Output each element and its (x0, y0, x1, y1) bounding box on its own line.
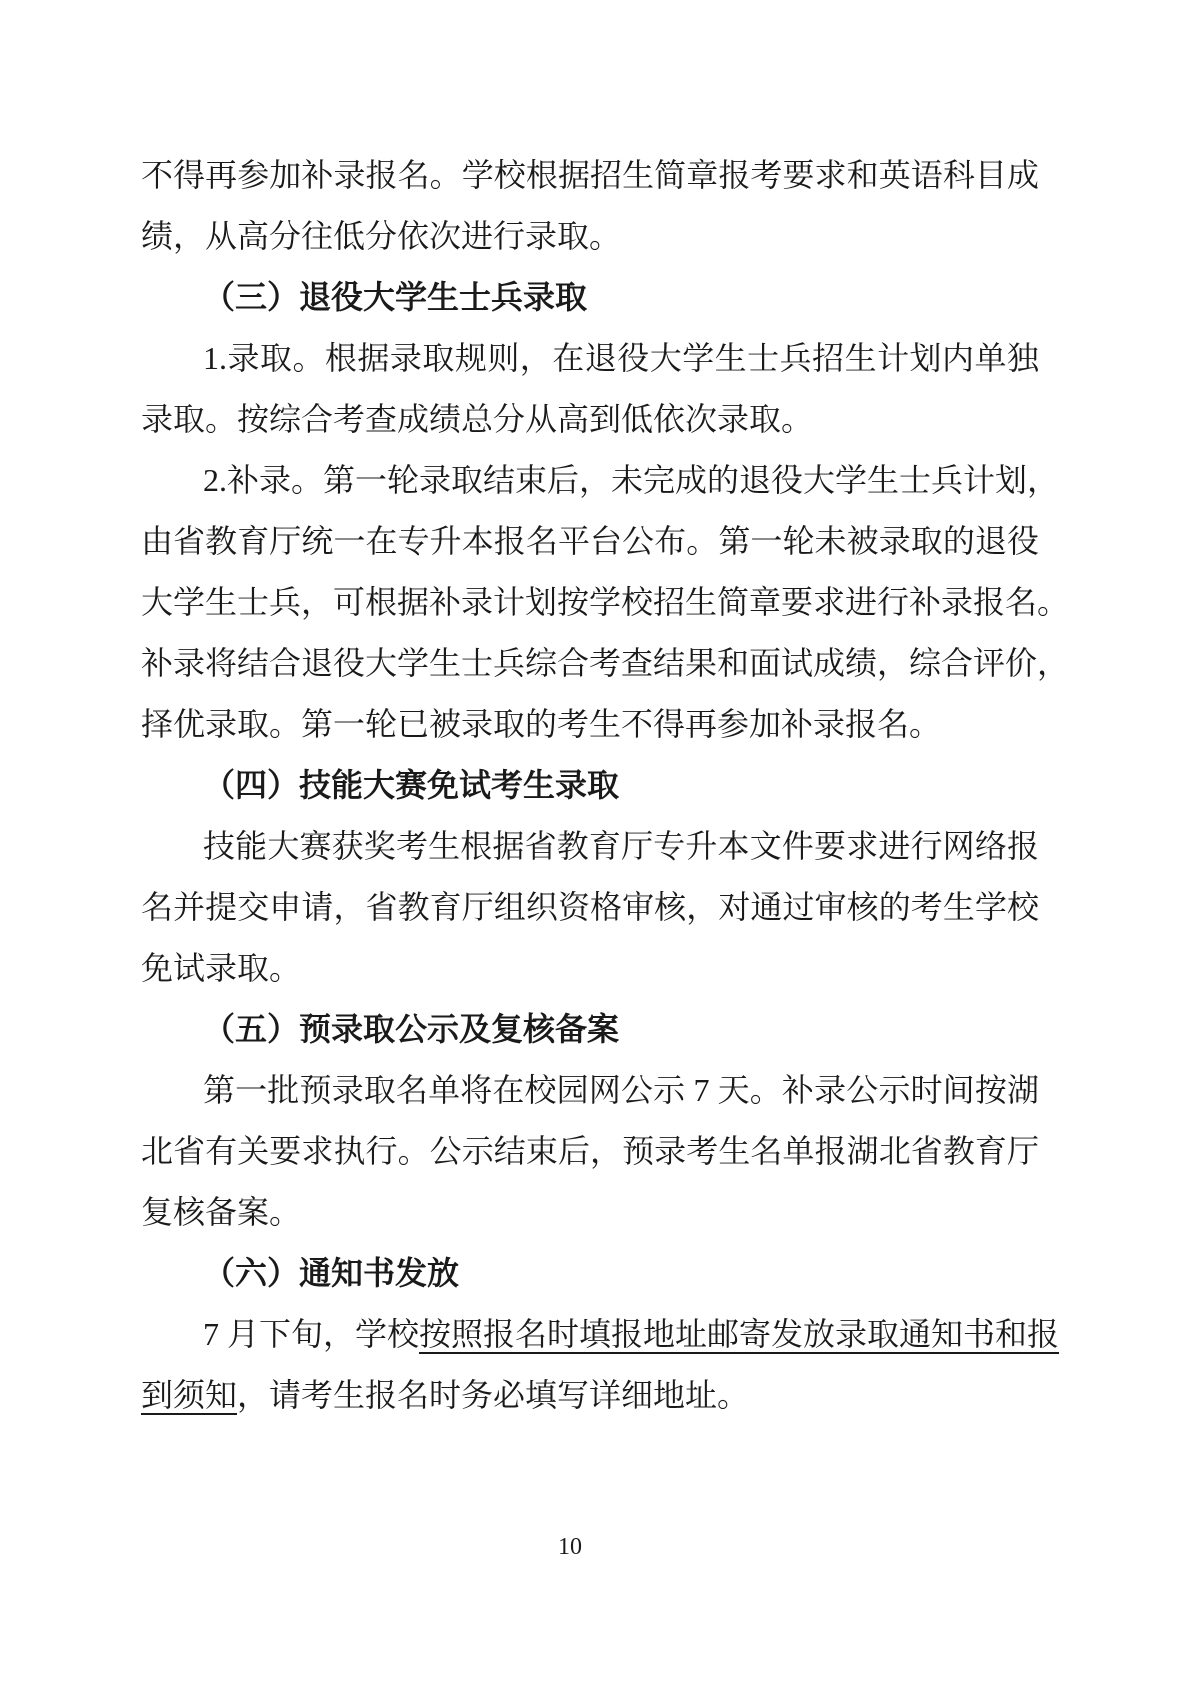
section-heading: （五）预录取公示及复核备案 (203, 1011, 620, 1047)
text-line (141, 1365, 1039, 1426)
text-line: 补录将结合退役大学生士兵综合考查结果和面试成绩，综合评价， (141, 645, 1070, 681)
text-line: 不得再参加补录报名。学校根据招生简章报考要求和英语科目成 (141, 157, 1039, 193)
text-line: 绩，从高分往低分依次进行录取。 (141, 218, 622, 254)
text-line: 择优录取。第一轮已被录取的考生不得再参加补录报名。 (141, 706, 942, 742)
text-line (141, 1304, 1060, 1365)
text-line: 1.录取。根据录取规则，在退役大学生士兵招生计划内单独 (203, 340, 1039, 376)
document-body (141, 145, 1070, 1426)
section-heading: （六）通知书发放 (203, 1255, 460, 1291)
text-segment: ，请考生报名时务必填写详细地址。 (237, 1377, 750, 1413)
page-number: 10 (558, 1534, 582, 1560)
text-line: 复核备案。 (141, 1194, 302, 1230)
text-line: 北省有关要求执行。公示结束后，预录考生名单报湖北省教育厅 (141, 1133, 1039, 1169)
text-segment: 7 月下旬，学校 (203, 1316, 420, 1352)
underlined-text: 到须知 (141, 1377, 238, 1413)
text-line: 大学生士兵，可根据补录计划按学校招生简章要求进行补录报名。 (141, 584, 1070, 620)
text-line: 2.补录。第一轮录取结束后，未完成的退役大学生士兵计划， (203, 462, 1060, 498)
underlined-text: 按照报名时填报地址邮寄发放录取通知书和报 (419, 1316, 1060, 1352)
text-line: 录取。按综合考查成绩总分从高到低依次录取。 (141, 401, 814, 437)
text-line: 技能大赛获奖考生根据省教育厅专升本文件要求进行网络报 (203, 828, 1039, 864)
section-heading: （三）退役大学生士兵录取 (203, 279, 588, 315)
section-heading: （四）技能大赛免试考生录取 (203, 767, 620, 803)
text-line: 由省教育厅统一在专升本报名平台公布。第一轮未被录取的退役 (141, 523, 1039, 559)
text-line: 第一批预录取名单将在校园网公示 7 天。补录公示时间按湖 (203, 1072, 1039, 1108)
text-line: 名并提交申请，省教育厅组织资格审核，对通过审核的考生学校 (141, 889, 1039, 925)
text-line: 免试录取。 (141, 950, 302, 986)
